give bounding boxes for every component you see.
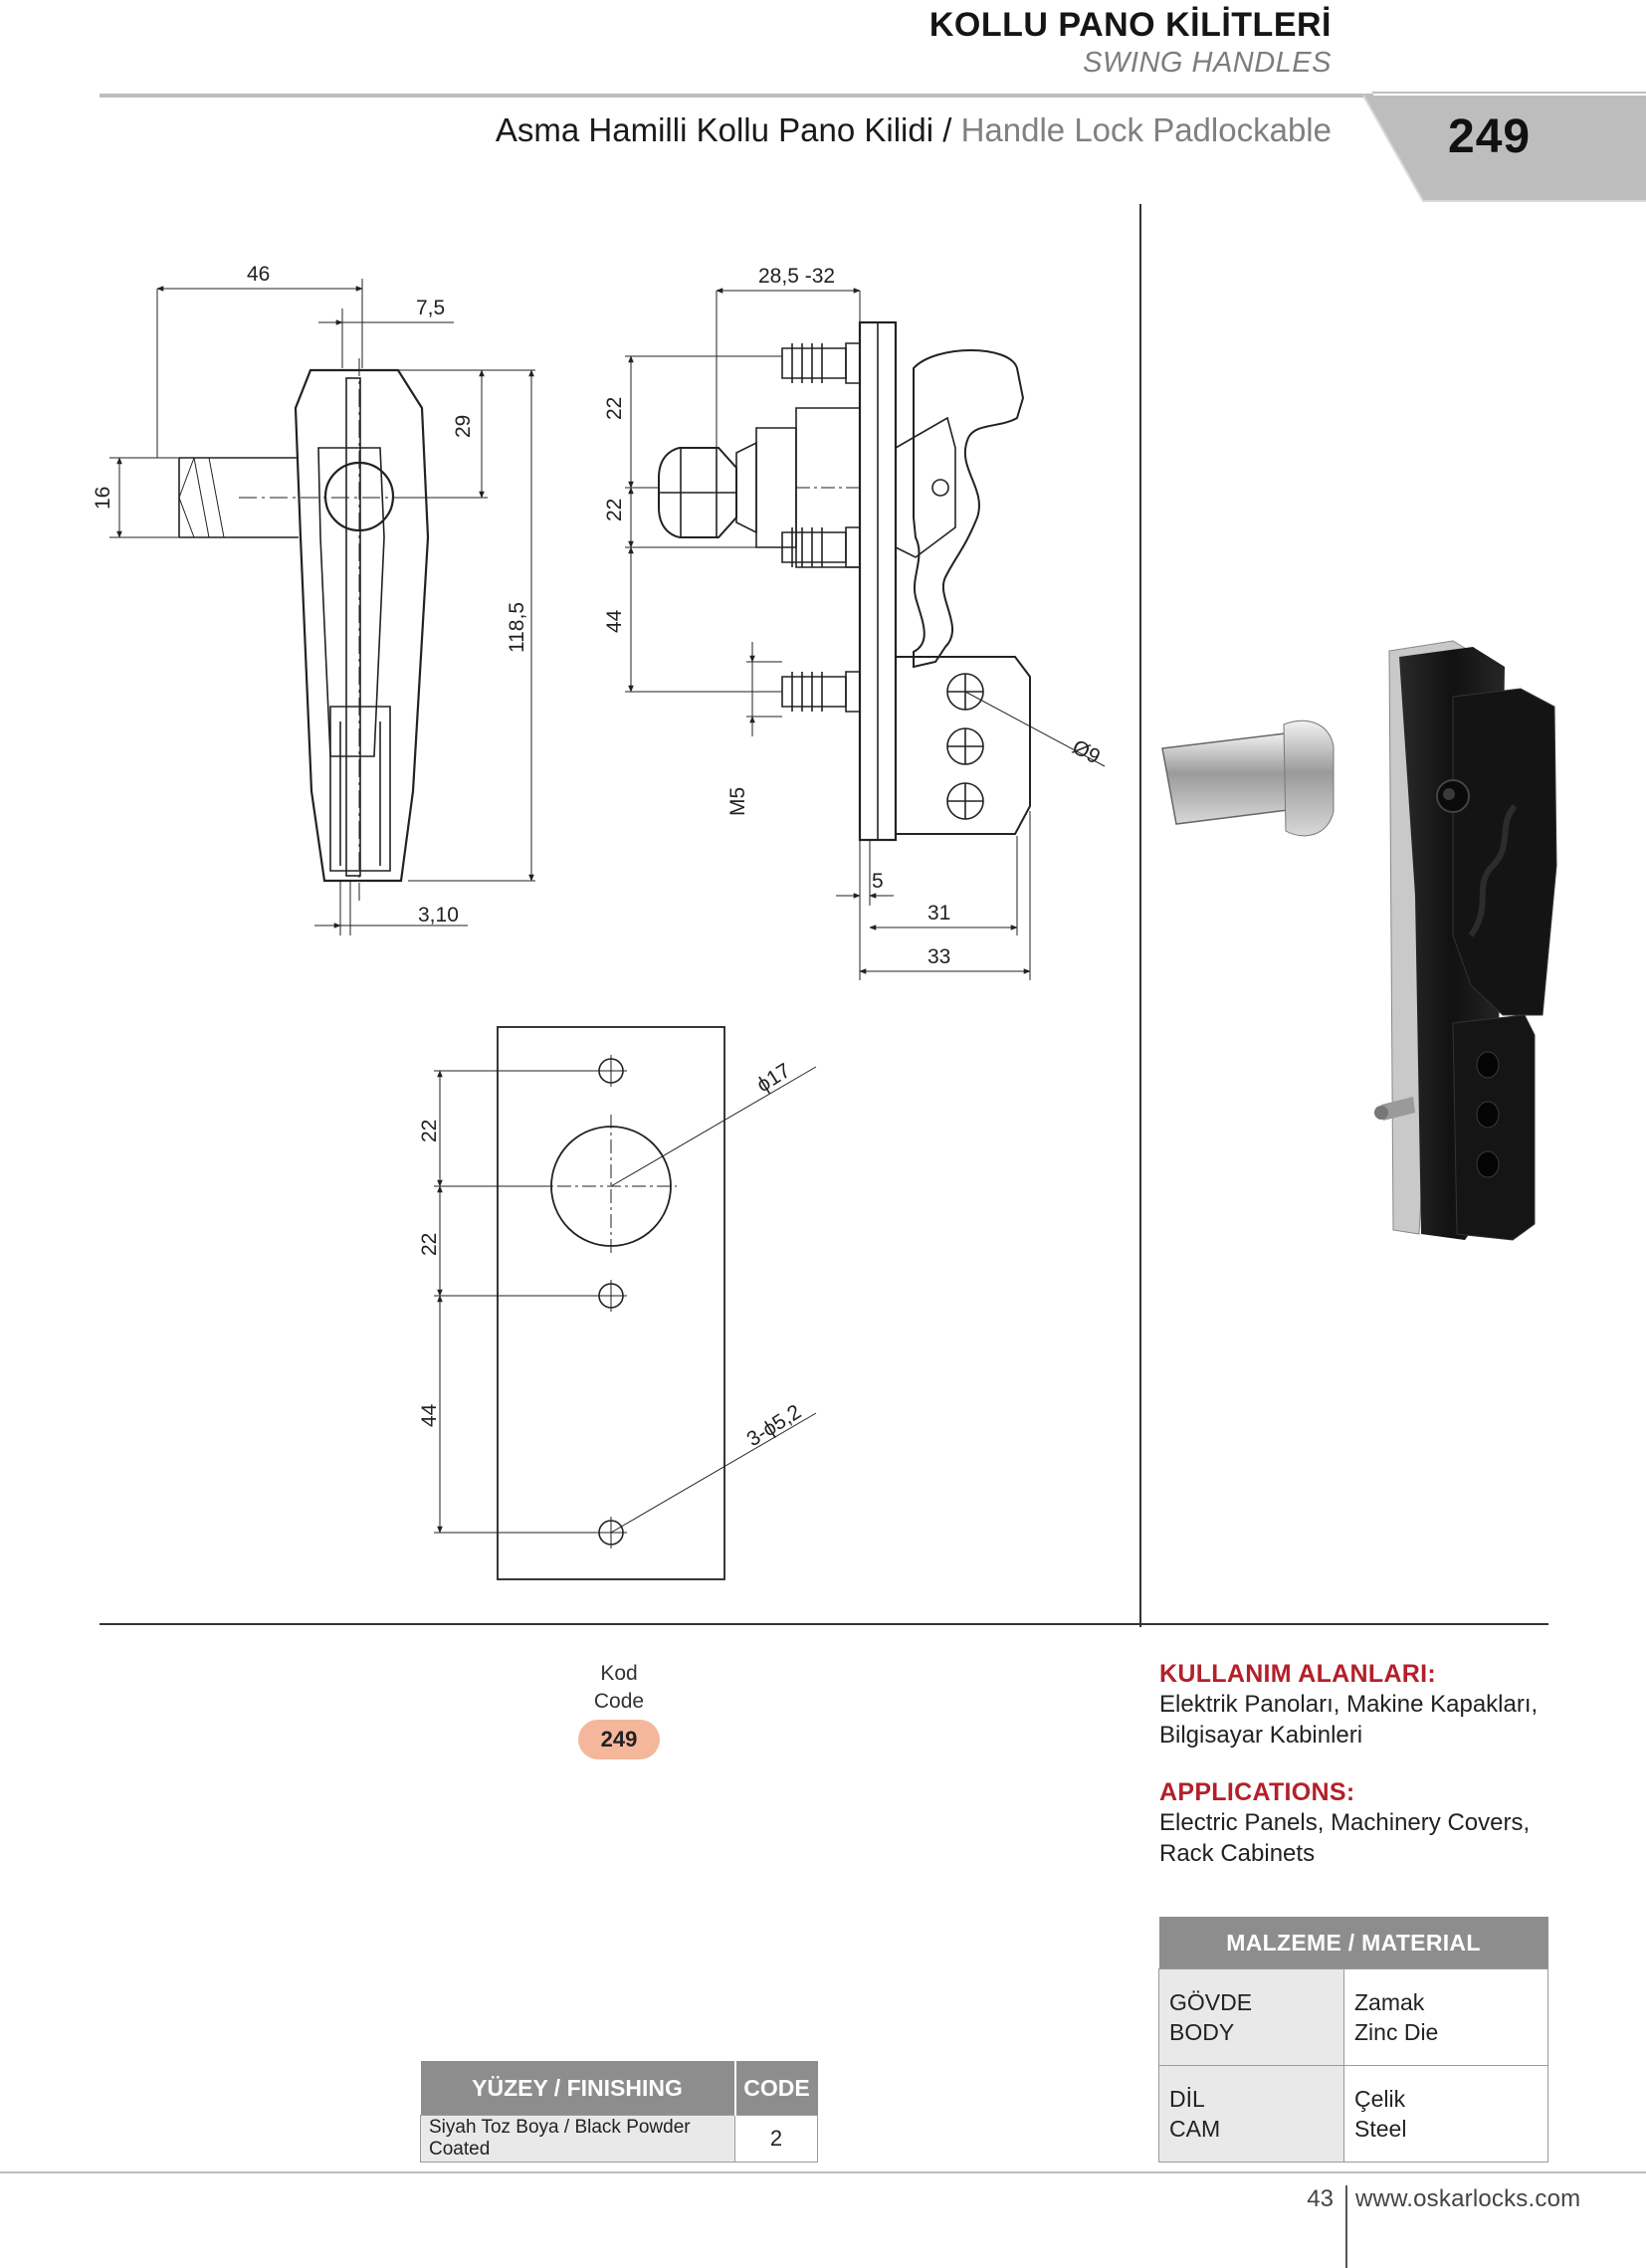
category-heading — [929, 6, 1332, 80]
material-tr: Çelik — [1354, 2086, 1406, 2112]
usage-line-tr: Bilgisayar Kabinleri — [1159, 1722, 1363, 1749]
product-photo — [1154, 637, 1572, 1244]
material-value-cell — [1344, 2066, 1548, 2163]
finishing-code-cell: 2 — [735, 2116, 818, 2163]
dim-31: 31 — [927, 902, 951, 925]
finishing-header: YÜZEY / FINISHING — [421, 2061, 735, 2116]
usage-heading-tr: KULLANIM ALANLARI: — [1159, 1660, 1437, 1688]
code-block — [577, 1660, 661, 1759]
category-title-tr: KOLLU PANO KİLİTLERİ — [928, 6, 1332, 44]
dim-22-a: 22 — [603, 396, 626, 420]
front-view-drawing — [109, 279, 535, 935]
page-number: 43 — [1307, 2185, 1334, 2212]
material-part-cell — [1159, 2066, 1344, 2163]
category-title-en: SWING HANDLES — [1083, 47, 1332, 79]
side-view-drawing — [625, 291, 1105, 980]
product-title — [496, 111, 1332, 149]
part-en: CAM — [1169, 2116, 1221, 2142]
table-row — [1159, 2066, 1548, 2163]
dim-46: 46 — [247, 263, 271, 286]
footer-divider — [0, 2171, 1646, 2173]
code-label-en: Code — [593, 1690, 645, 1713]
part-tr: DİL — [1169, 2086, 1205, 2112]
usage-line-en: Electric Panels, Machinery Covers, — [1159, 1809, 1531, 1836]
material-table-header: MALZEME / MATERIAL — [1159, 1917, 1548, 1969]
table-row — [421, 2116, 818, 2163]
material-en: Zinc Die — [1354, 2019, 1439, 2045]
code-badge: 249 — [578, 1720, 660, 1759]
technical-drawings — [80, 249, 1134, 1602]
usage-line-tr: Elektrik Panoları, Makine Kapakları, — [1159, 1691, 1539, 1718]
dim-cutout-22-a: 22 — [418, 1119, 441, 1142]
part-tr: GÖVDE — [1169, 1989, 1253, 2015]
dim-3-10: 3,10 — [418, 904, 459, 927]
usage-line-en: Rack Cabinets — [1159, 1840, 1316, 1867]
product-title-en: Handle Lock Padlockable — [960, 111, 1332, 148]
page-badge: 249 — [1448, 110, 1532, 163]
finishing-cell: Siyah Toz Boya / Black Powder Coated — [421, 2116, 735, 2163]
table-row — [1159, 1969, 1548, 2066]
dim-cutout-22-b: 22 — [418, 1232, 441, 1256]
part-en: BODY — [1169, 2019, 1235, 2045]
dim-cutout-44: 44 — [418, 1403, 441, 1427]
material-en: Steel — [1354, 2116, 1407, 2142]
usage-heading-en: APPLICATIONS: — [1159, 1778, 1355, 1806]
dim-cutout-dia-17: ϕ17 — [752, 1059, 795, 1098]
panel-cutout-drawing — [434, 1027, 816, 1579]
dim-44: 44 — [603, 609, 626, 633]
dim-7-5: 7,5 — [416, 297, 446, 319]
material-part-cell — [1159, 1969, 1344, 2066]
code-label-tr: Kod — [600, 1662, 638, 1685]
footer-separator — [1345, 2185, 1347, 2268]
code-header: CODE — [735, 2061, 818, 2116]
column-divider — [1139, 204, 1141, 1627]
product-title-tr: Asma Hamilli Kollu Pano Kilidi / — [495, 111, 952, 148]
usage-section — [1159, 1660, 1557, 1869]
finishing-table — [420, 2061, 818, 2163]
website-url: www.oskarlocks.com — [1355, 2185, 1581, 2212]
dim-22-b: 22 — [603, 498, 626, 521]
header-divider — [100, 94, 1373, 98]
dim-m5: M5 — [726, 786, 749, 816]
material-value-cell — [1344, 1969, 1548, 2066]
dim-28-5-32: 28,5 -32 — [758, 265, 836, 288]
dim-cutout-3-holes: 3-ϕ5,2 — [742, 1400, 806, 1452]
section-divider — [100, 1623, 1548, 1625]
dim-5: 5 — [872, 870, 884, 893]
dim-29: 29 — [452, 414, 475, 438]
material-tr: Zamak — [1354, 1989, 1425, 2015]
material-table — [1158, 1917, 1548, 2163]
dim-16: 16 — [92, 486, 114, 510]
dim-118-5: 118,5 — [506, 602, 528, 653]
dim-33: 33 — [927, 945, 951, 968]
dim-dia-9: Ø9 — [1068, 735, 1105, 769]
